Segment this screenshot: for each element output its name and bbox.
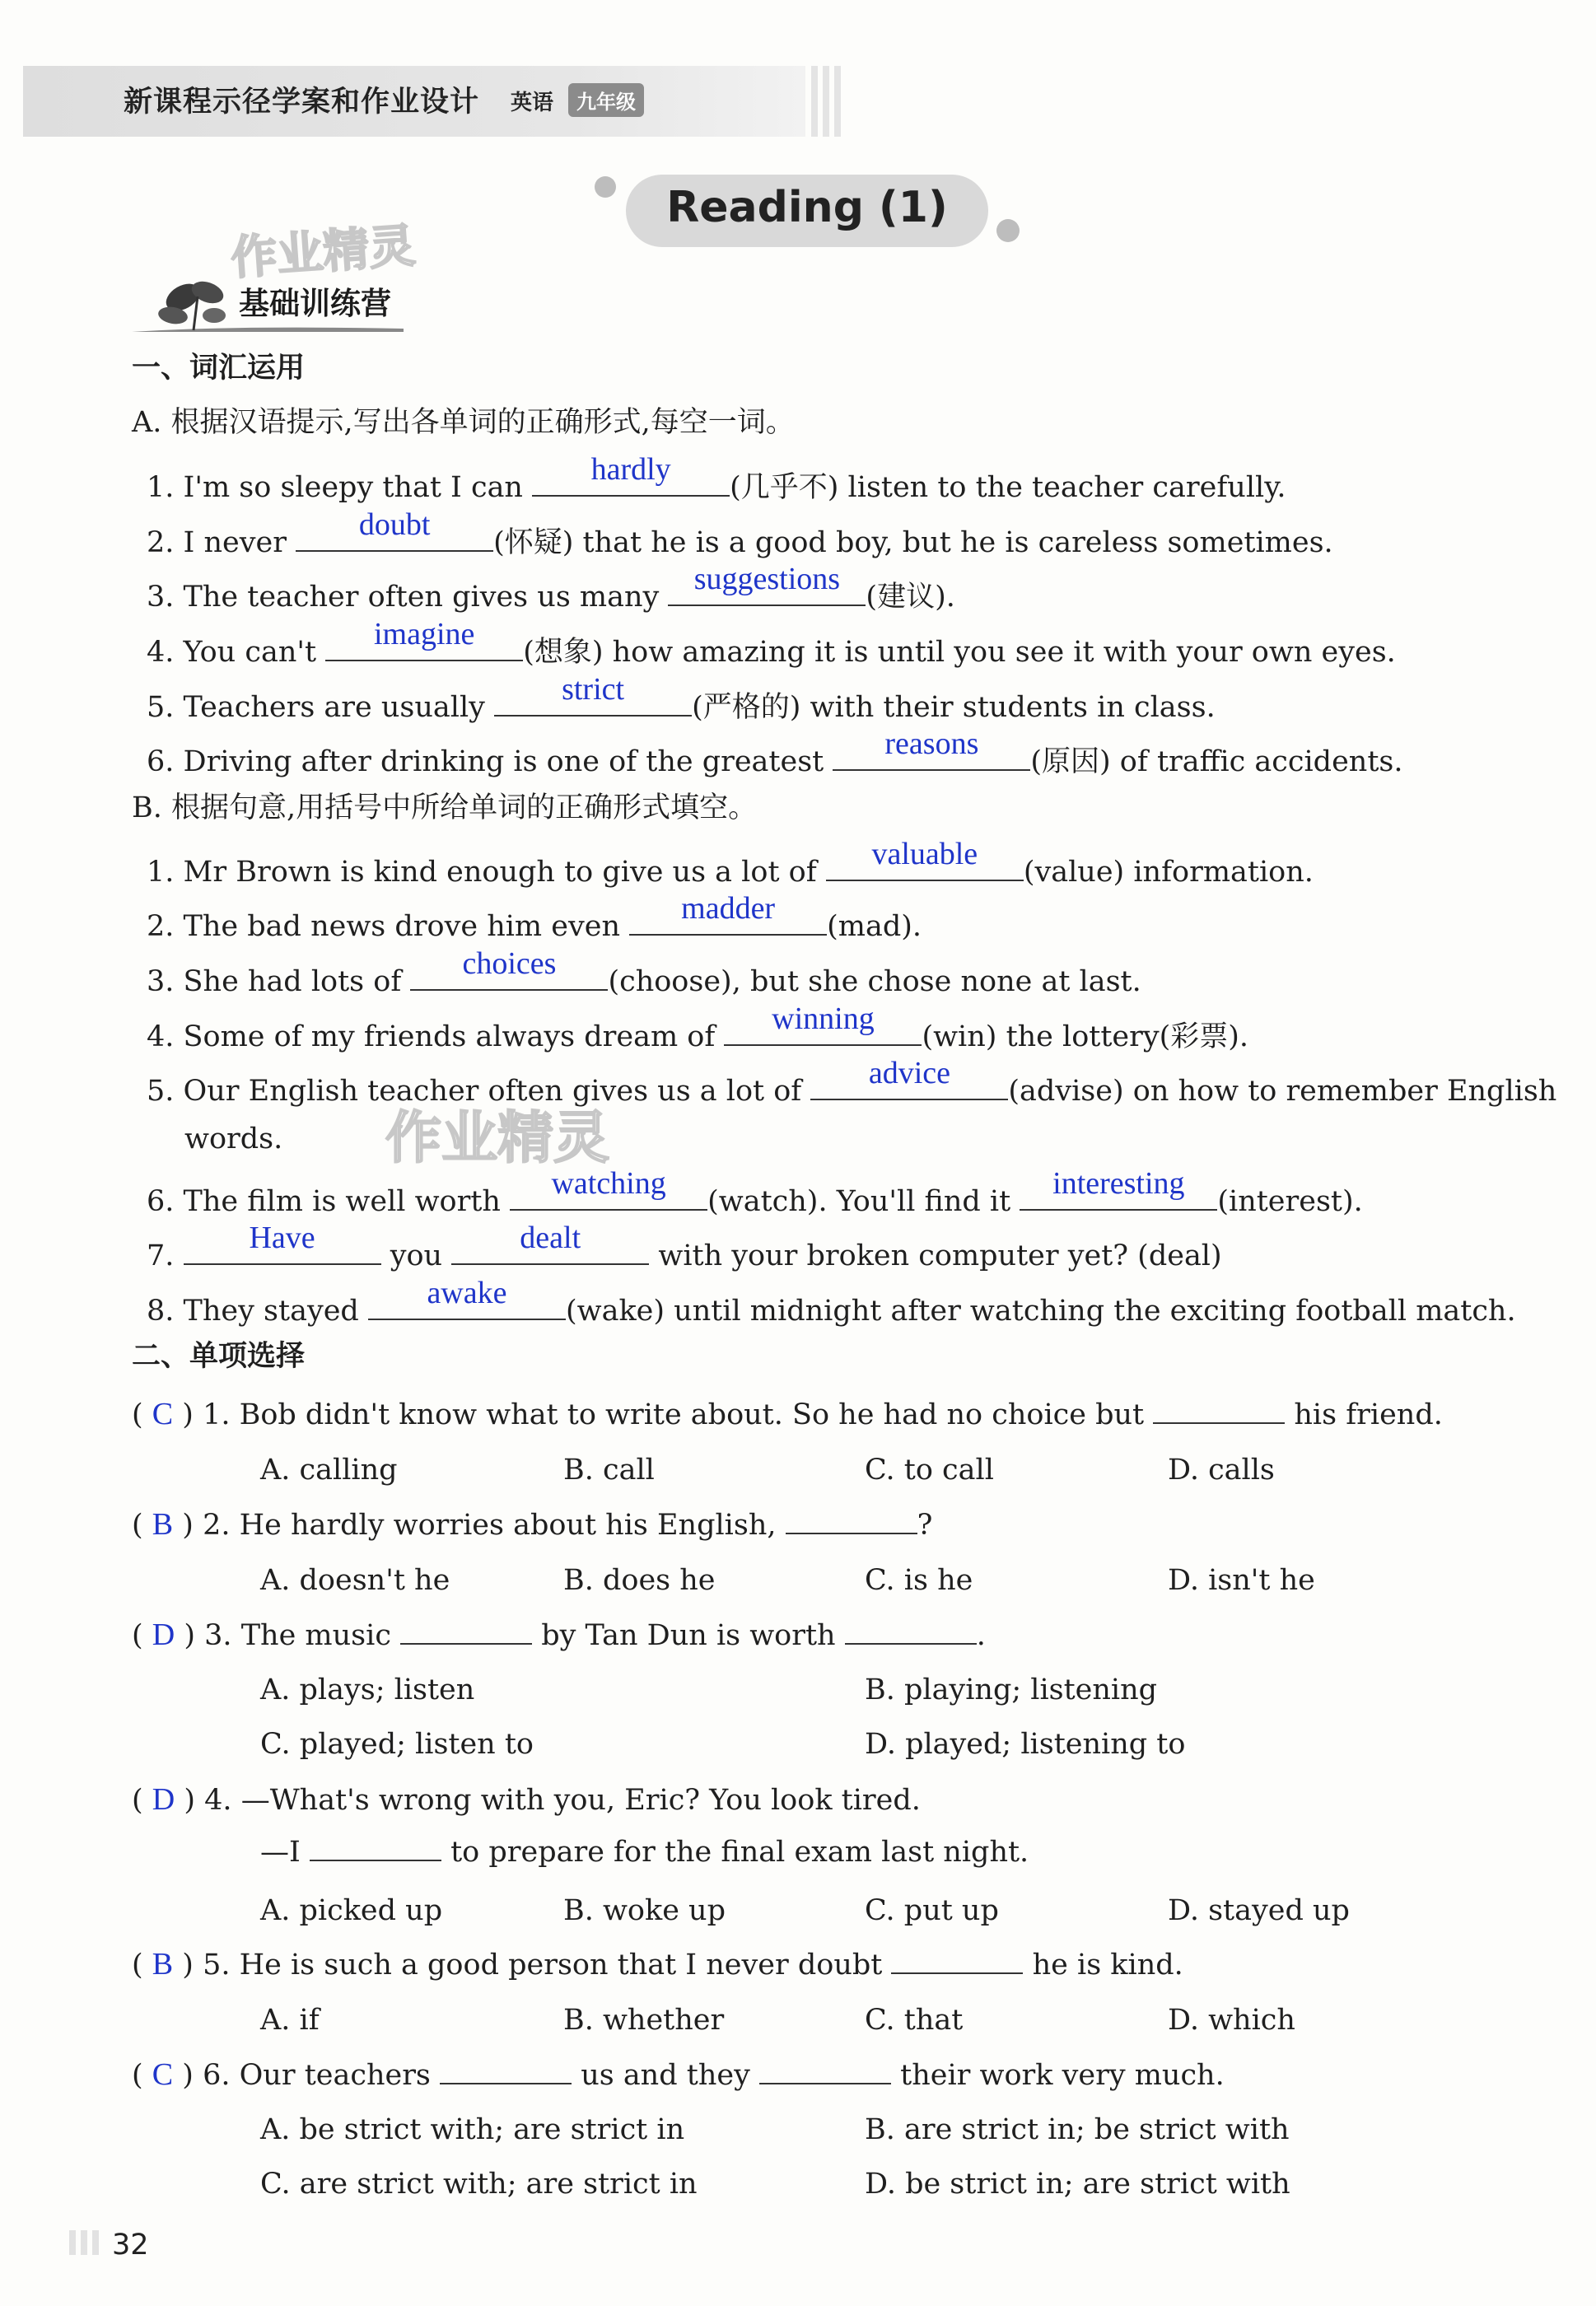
option-a[interactable]: A. be strict with; are strict in (260, 2113, 685, 2146)
answer-text: winning (772, 1001, 875, 1036)
question-number: 2. (203, 1509, 231, 1542)
item-text: (mad). (827, 910, 922, 943)
option-c[interactable]: C. are strict with; are strict in (260, 2168, 698, 2201)
option-c[interactable]: C. to call (865, 1454, 994, 1487)
item-number: 2. (147, 526, 175, 559)
item-text: (想象) how amazing it is until you see it with your own eyes. (523, 636, 1396, 669)
question-stem: The music (240, 1619, 391, 1652)
answer-text: imagine (373, 617, 475, 651)
part2-title: 二、单项选择 (132, 1340, 306, 1373)
answer-blank[interactable] (510, 1166, 707, 1211)
answer-blank[interactable] (833, 726, 1030, 771)
answer-bracket: ( B ) (132, 1947, 194, 1982)
item-text: (interest). (1217, 1185, 1363, 1218)
item-text: (advise) on how to remember English (1008, 1075, 1557, 1108)
vocab-item (147, 726, 1403, 778)
answer-blank[interactable] (532, 452, 730, 497)
item-text: (几乎不) listen to the teacher carefully. (730, 471, 1286, 504)
option-c[interactable]: C. is he (865, 1564, 973, 1597)
item-number: 2. (147, 910, 175, 943)
vocab-item (147, 946, 1141, 998)
item-number: 4. (147, 1020, 175, 1053)
item-number: 7. (147, 1239, 175, 1272)
page-mark (92, 2230, 99, 2255)
option-a[interactable]: A. plays; listen (260, 1673, 475, 1706)
vocab-item (147, 1276, 1516, 1328)
item-text: Driving after drinking is one of the greatest (183, 745, 824, 778)
mc-question (132, 1949, 1183, 1980)
question-blank[interactable] (1153, 1419, 1285, 1424)
answer-blank[interactable] (668, 562, 866, 606)
choice-answer: D (152, 1617, 175, 1652)
answer-blank[interactable] (325, 617, 523, 661)
watermark: 作业精灵 (229, 219, 418, 286)
mc-question (132, 1619, 986, 1650)
question-stem: He hardly worries about his English, (239, 1509, 777, 1542)
part1-title: 一、词汇运用 (132, 352, 306, 385)
option-b[interactable]: B. whether (563, 2004, 725, 2037)
item-number: 6. (147, 1185, 175, 1218)
vocab-item (147, 1221, 1222, 1272)
question-stem: . (976, 1619, 986, 1652)
answer-text: madder (681, 891, 776, 926)
header-stripes (811, 66, 844, 137)
question-blank[interactable] (400, 1640, 532, 1645)
option-b[interactable]: B. woke up (563, 1894, 726, 1927)
item-text: (win) the lottery(彩票). (922, 1020, 1249, 1053)
lesson-title: Reading (1) (666, 183, 948, 232)
vocab-item (147, 1001, 1249, 1053)
vocab-item (147, 891, 922, 943)
decor-dot (595, 176, 616, 198)
item-number: 1. (147, 856, 175, 889)
question-stem: us and they (581, 2059, 750, 2092)
question-stem: Our teachers (239, 2059, 431, 2092)
question-stem: his friend. (1294, 1398, 1443, 1431)
vocab-item (147, 452, 1286, 504)
item-text: The film is well worth (183, 1185, 501, 1218)
item-text: The teacher often gives us many (183, 581, 660, 614)
item-text: I'm so sleepy that I can (183, 471, 523, 504)
section-badge-label: 基础训练营 (239, 286, 391, 321)
answer-text: valuable (871, 837, 978, 871)
item-number: 3. (147, 581, 175, 614)
choice-answer: C (152, 2057, 174, 2092)
question-stem: their work very much. (900, 2059, 1225, 2092)
item-number: 8. (147, 1295, 175, 1328)
answer-text: choices (462, 946, 557, 981)
item-number: 6. (147, 745, 175, 778)
item-text: (建议). (866, 581, 955, 614)
option-a[interactable]: A. if (260, 2004, 320, 2037)
grade-badge: 九年级 (568, 83, 644, 117)
answer-blank[interactable] (368, 1276, 566, 1320)
question-blank[interactable] (891, 1969, 1023, 1974)
option-b[interactable]: B. does he (563, 1564, 716, 1597)
option-d[interactable]: D. stayed up (1168, 1894, 1350, 1927)
option-d[interactable]: D. be strict in; are strict with (865, 2168, 1290, 2201)
item-number: 4. (147, 636, 175, 669)
vocab-item (147, 617, 1396, 669)
page-mark (69, 2230, 76, 2255)
item-text: She had lots of (183, 965, 402, 998)
choice-answer: B (152, 1947, 174, 1982)
question-stem: —What's wrong with you, Eric? You look tired. (240, 1784, 921, 1817)
answer-bracket: ( D ) (132, 1617, 196, 1652)
item-number: 5. (147, 691, 175, 724)
answer-text: interesting (1052, 1166, 1185, 1201)
option-d[interactable]: D. isn't he (1168, 1564, 1315, 1597)
item-text: you (390, 1239, 443, 1272)
item-continuation: words. (184, 1123, 283, 1155)
answer-blank[interactable] (826, 837, 1024, 881)
subject-label: 英语 (511, 91, 554, 115)
question-stem: he is kind. (1032, 1949, 1183, 1982)
answer-blank[interactable] (296, 507, 493, 552)
answer-text: watching (551, 1166, 666, 1201)
item-text: They stayed (183, 1295, 359, 1328)
page-number: 32 (112, 2229, 149, 2262)
option-d[interactable]: D. which (1168, 2004, 1295, 2037)
item-text: Our English teacher often gives us a lot of (183, 1075, 802, 1108)
question-blank[interactable] (440, 2080, 572, 2084)
vocab-item (147, 1166, 1363, 1218)
watermark: 作业精灵 (385, 1106, 610, 1171)
answer-text: awake (427, 1276, 507, 1310)
answer-bracket: ( D ) (132, 1782, 196, 1817)
item-text: You can't (183, 636, 317, 669)
answer-text: reasons (884, 726, 979, 761)
answer-text: Have (249, 1221, 315, 1255)
option-d[interactable]: D. played; listening to (865, 1728, 1186, 1761)
option-a[interactable]: A. doesn't he (260, 1564, 450, 1597)
answer-blank[interactable] (629, 891, 827, 936)
mc-question (132, 1784, 921, 1815)
question-stem: Bob didn't know what to write about. So he had no choice but (239, 1398, 1145, 1431)
question-number: 3. (204, 1619, 232, 1652)
answer-text: hardly (590, 452, 671, 487)
item-text: Some of my friends always dream of (183, 1020, 716, 1053)
item-text: (严格的) with their students in class. (692, 691, 1216, 724)
item-text: The bad news drove him even (183, 910, 620, 943)
question-blank[interactable] (759, 2080, 891, 2084)
answer-bracket: ( C ) (132, 1397, 194, 1431)
vocab-item (147, 672, 1216, 724)
option-d[interactable]: D. calls (1168, 1454, 1275, 1487)
option-b[interactable]: B. are strict in; be strict with (865, 2113, 1290, 2146)
vocab-item (147, 562, 955, 614)
page-mark (81, 2230, 87, 2255)
item-text: (wake) until midnight after watching the exciting football match. (565, 1295, 1516, 1328)
choice-answer: C (152, 1397, 174, 1431)
item-number: 3. (147, 965, 175, 998)
item-text: I never (183, 526, 287, 559)
partB-instruction: B. 根据句意,用括号中所给单词的正确形式填空。 (132, 791, 758, 824)
question-blank[interactable] (310, 1856, 441, 1861)
question-number: 1. (203, 1398, 231, 1431)
mc-question (132, 2059, 1225, 2090)
item-text: with your broken computer yet? (deal) (658, 1239, 1222, 1272)
question-number: 4. (204, 1784, 232, 1817)
option-a[interactable]: A. calling (260, 1454, 398, 1487)
item-number: 5. (147, 1075, 175, 1108)
question-stem: by Tan Dun is worth (541, 1619, 836, 1652)
mc-question (132, 1398, 1443, 1430)
vocab-item (147, 507, 1333, 559)
item-text: (原因) of traffic accidents. (1030, 745, 1403, 778)
question-line2 (260, 1838, 1029, 1867)
question-number: 5. (203, 1949, 231, 1982)
item-text: Teachers are usually (183, 691, 485, 724)
answer-text: doubt (358, 507, 431, 542)
decor-dot (996, 219, 1020, 242)
partA-instruction: A. 根据汉语提示,写出各单词的正确形式,每空一词。 (132, 406, 795, 439)
question-stem: ? (917, 1509, 933, 1542)
item-text: Mr Brown is kind enough to give us a lot of (183, 856, 817, 889)
question-number: 6. (203, 2059, 231, 2092)
choice-answer: B (152, 1507, 174, 1542)
answer-text: strict (562, 672, 625, 707)
question-blank[interactable] (845, 1640, 977, 1645)
answer-blank[interactable] (1020, 1166, 1217, 1211)
answer-blank[interactable] (184, 1221, 381, 1265)
vocab-item (147, 837, 1314, 889)
question-stem: He is such a good person that I never doubt (239, 1949, 883, 1982)
option-a[interactable]: A. picked up (260, 1894, 443, 1927)
option-c[interactable]: C. put up (865, 1894, 999, 1927)
answer-blank[interactable] (810, 1056, 1008, 1100)
question-stem: to prepare for the final exam last night. (450, 1836, 1029, 1869)
item-text: (value) information. (1023, 856, 1314, 889)
answer-bracket: ( C ) (132, 2057, 194, 2092)
option-c[interactable]: C. played; listen to (260, 1728, 534, 1761)
question-blank[interactable] (786, 1529, 917, 1534)
option-b[interactable]: B. call (563, 1454, 655, 1487)
answer-text: advice (868, 1056, 950, 1090)
item-text: (怀疑) that he is a good boy, but he is careless sometimes. (493, 526, 1333, 559)
answer-bracket: ( B ) (132, 1507, 194, 1542)
option-c[interactable]: C. that (865, 2004, 964, 2037)
vocab-item (147, 1056, 1557, 1108)
question-stem: —I (260, 1836, 301, 1869)
choice-answer: D (152, 1782, 175, 1817)
answer-text: suggestions (693, 562, 841, 596)
answer-text: dealt (520, 1221, 581, 1255)
answer-blank[interactable] (494, 672, 692, 717)
item-number: 1. (147, 471, 175, 504)
option-b[interactable]: B. playing; listening (865, 1673, 1158, 1706)
book-title: 新课程示径学案和作业设计 (124, 86, 480, 119)
item-text: (watch). You'll find it (707, 1185, 1011, 1218)
mc-question (132, 1509, 932, 1540)
item-text: (choose), but she chose none at last. (608, 965, 1141, 998)
answer-blank[interactable] (451, 1221, 649, 1265)
answer-blank[interactable] (724, 1001, 922, 1046)
answer-blank[interactable] (410, 946, 608, 991)
